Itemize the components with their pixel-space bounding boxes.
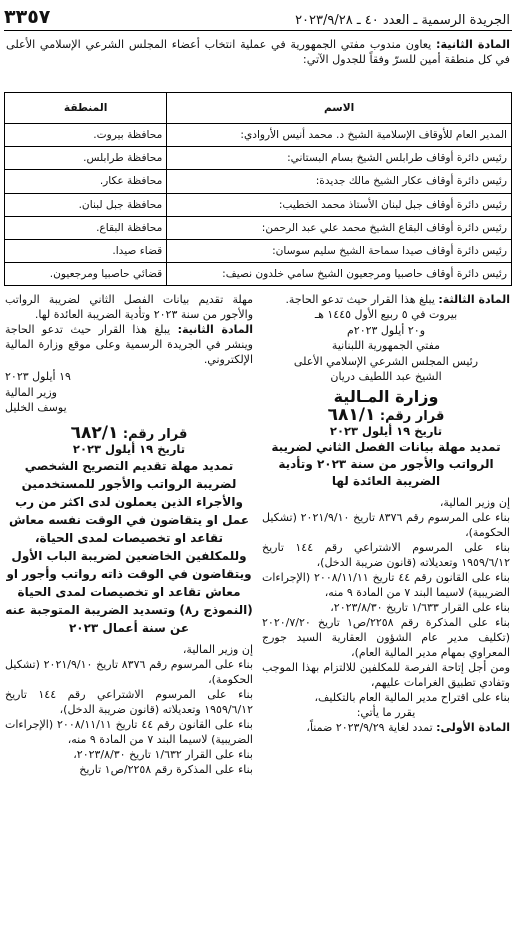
decision-number-label: قرار رقم: [379,408,445,424]
secretaries-table [4,92,512,286]
paragraph: بناء على المذكرة رقم ٢٢٥٨/ص١ تاريخ [79,762,253,776]
table-row [5,263,512,286]
signatory-name: الشيخ عبد اللطيف دريان [330,370,442,383]
paragraph: إن وزير المالية، [182,642,253,656]
paragraph: بناء على المرسوم رقم ٨٣٧٦ تاريخ ٢٠٢١/٩/١٠ (تشكيل الحكومة)، [262,510,511,539]
place-date-line-2: و٢٠ أيلول ٢٠٢٣م [346,323,426,337]
continuation-paragraph: مهلة تقديم بيانات الفصل الثاني لضريبة الرواتب والأجور من سنة ٢٠٢٣ وتأدية الضريبة العائدة لها. [5,293,253,321]
paragraph: يقرر ما يأتي: [356,705,416,719]
left-column [5,292,253,777]
paragraph: ومن أجل إتاحة الفرصة للمكلفين للالتزام بهذا الموجب وتفادي تطبيق الغرامات عليهم، [262,660,510,689]
top-article-label: المادة الثانية: [436,38,510,51]
header-rule [4,30,512,31]
ministry-heading: وزارة المـالية [333,386,439,406]
decision-title: تمديد مهلة بيانات الفصل الثاني لضريبة الرواتب والأجور من سنة ٢٠٢٣ وتأدية الضريبة العائدة لها [271,439,501,488]
cell-region: محافظة جبل لبنان. [5,193,167,216]
cell-name: رئيس دائرة أوقاف طرابلس الشيخ بسام البستاني: [167,147,512,170]
top-article [6,37,510,67]
paragraph: بناء على المذكرة رقم ٢٢٥٨/ص١ تاريخ ٢٠٢٠/٧/٢٠ (تكليف مدير عام الشؤون العقارية السيد جورج المعراوي بمهام مدير المالية العام)، [262,615,510,659]
decision-number [262,404,510,425]
article-2-label: المادة الثانية: [177,323,253,336]
col-header-region: المنطقة [5,93,167,124]
mufti-signature-block [262,307,510,385]
signature-name: يوسف الخليل [5,401,67,414]
decision-date: تاريخ ١٩ أيلول ٢٠٢٣ [329,423,443,438]
cell-name: المدير العام للأوقاف الإسلامية الشيخ د. محمد أنيس الأروادي: [167,124,512,147]
signatory-title-2: رئيس المجلس الشرعي الإسلامي الأعلى [293,354,479,368]
paragraph: إن وزير المالية، [439,495,510,509]
cell-name: رئيس دائرة أوقاف صيدا سماحة الشيخ سليم سوسان: [167,239,512,262]
article-2 [5,322,253,367]
cell-region: قضاء صيدا. [5,239,167,262]
table-row [5,147,512,170]
cell-name: رئيس دائرة أوقاف عكار الشيخ مالك جديدة: [167,170,512,193]
page-header [4,6,510,28]
decision-title: تمديد مهلة تقديم التصريح الشخصي لضريبة الرواتب والأجور للمستخدمين والأجراء الذين يعملون لدى اكثر من رب عمل او يتقاضون في الوقت نفسه معاش تقاعد او تخصيصات لمدى الحياة، وللمكلفين الخاضعين لضريبة الباب الأول ويتقاضون في الوقت ذاته رواتب وأجور او معاش تقاعد او تخصيصات لمدى الحياة (النموذج ر٨) وتسديد الضريبة المتوجبة عنه عن سنة أعمال ٢٠٢٣ [5,458,253,635]
article-3-text: يبلغ هذا القرار حيث تدعو الحاجة. [285,293,435,306]
decision-number-value: ٦٨١/١ [327,404,376,425]
table-row [5,124,512,147]
table-row [5,216,512,239]
signatory-title-1: مفتي الجمهورية اللبنانية [331,339,441,352]
table-row [5,239,512,262]
cell-region: محافظة طرابلس. [5,147,167,170]
header-title: الجريدة الرسمية ـ العدد ٤٠ ـ ٢٠٢٣/٩/٢٨ [295,13,510,28]
place-date-line-1: بيروت في ٥ ربيع الأول ١٤٤٥ هـ [314,308,458,321]
cell-name: رئيس دائرة أوقاف البقاع الشيخ محمد علي عبد الرحمن: [167,216,512,239]
cell-region: محافظة البقاع. [5,216,167,239]
article-3-label: المادة الثالثة: [438,293,510,306]
paragraph: بناء على القرار ١/٦٣٣ تاريخ ٢٠٢٣/٨/٣٠، [330,600,510,614]
cell-name: رئيس دائرة أوقاف حاصبيا ومرجعيون الشيخ سامي خلدون نصيف: [167,263,512,286]
paragraph: بناء على المرسوم الاشتراعي رقم ١٤٤ تاريخ ١٩٥٩/٦/١٢ وتعديلاته (قانون ضريبة الدخل)، [262,540,511,569]
paragraph: بناء على القانون رقم ٤٤ تاريخ ٢٠٠٨/١١/١١ (الإجراءات الضريبية) لاسيما البند ٧ من المادة ٩ منه، [5,717,253,746]
cell-region: محافظة بيروت. [5,124,167,147]
top-article-text: يعاون مندوب مفتي الجمهورية في عملية انتخاب أعضاء المجلس الشرعي الإسلامي الأعلى في كل منطقة أمين للسرّ وفقاً للجدول الآتي: [6,38,510,66]
decision-date: تاريخ ١٩ أيلول ٢٠٢٣ [72,441,186,456]
paragraph: بناء على القرار ١/٦٣٢ تاريخ ٢٠٢٣/٨/٣٠، [73,747,253,761]
table-row [5,170,512,193]
page-number: ٣٣٥٧ [4,6,51,28]
cell-name: رئيس دائرة أوقاف جبل لبنان الأستاذ محمد الخطيب: [167,193,512,216]
cell-region: محافظة عكار. [5,170,167,193]
paragraph: بناء على اقتراح مدير المالية العام بالتكليف، [314,690,510,704]
article-2-text: يبلغ هذا القرار حيث تدعو الحاجة وينشر في الجريدة الرسمية وعلى موقع وزارة المالية الإلكتروني. [5,323,253,366]
signature-date: ١٩ أيلول ٢٠٢٣ [5,370,71,383]
signature-title: وزير المالية [5,385,57,399]
cell-region: قضائي حاصبيا ومرجعيون. [5,263,167,286]
table-row [5,193,512,216]
decision-number-value: ٦٨٢/١ [70,422,119,443]
table-header-row [5,93,512,124]
right-column [262,292,510,735]
paragraph: بناء على القانون رقم ٤٤ تاريخ ٢٠٠٨/١١/١١ (الإجراءات الضريبية) لاسيما البند ٧ من المادة ٩ منه، [262,570,510,599]
article-3 [262,292,510,307]
col-header-name: الاسم [167,93,512,124]
decision-number [5,422,253,443]
minister-signature-block [5,369,253,416]
decision-number-label: قرار رقم: [122,426,188,442]
paragraph: بناء على المرسوم رقم ٨٣٧٦ تاريخ ٢٠٢١/٩/١٠ (تشكيل الحكومة)، [5,657,254,686]
paragraph: بناء على المرسوم الاشتراعي رقم ١٤٤ تاريخ ١٩٥٩/٦/١٢ وتعديلاته (قانون ضريبة الدخل)، [5,687,254,716]
article-1-text: تمدد لغاية ٢٠٢٣/٩/٢٩ ضمناً، [306,720,433,734]
article-1 [262,720,510,735]
spacer [5,416,253,426]
article-1-label: المادة الأولى: [436,720,510,734]
